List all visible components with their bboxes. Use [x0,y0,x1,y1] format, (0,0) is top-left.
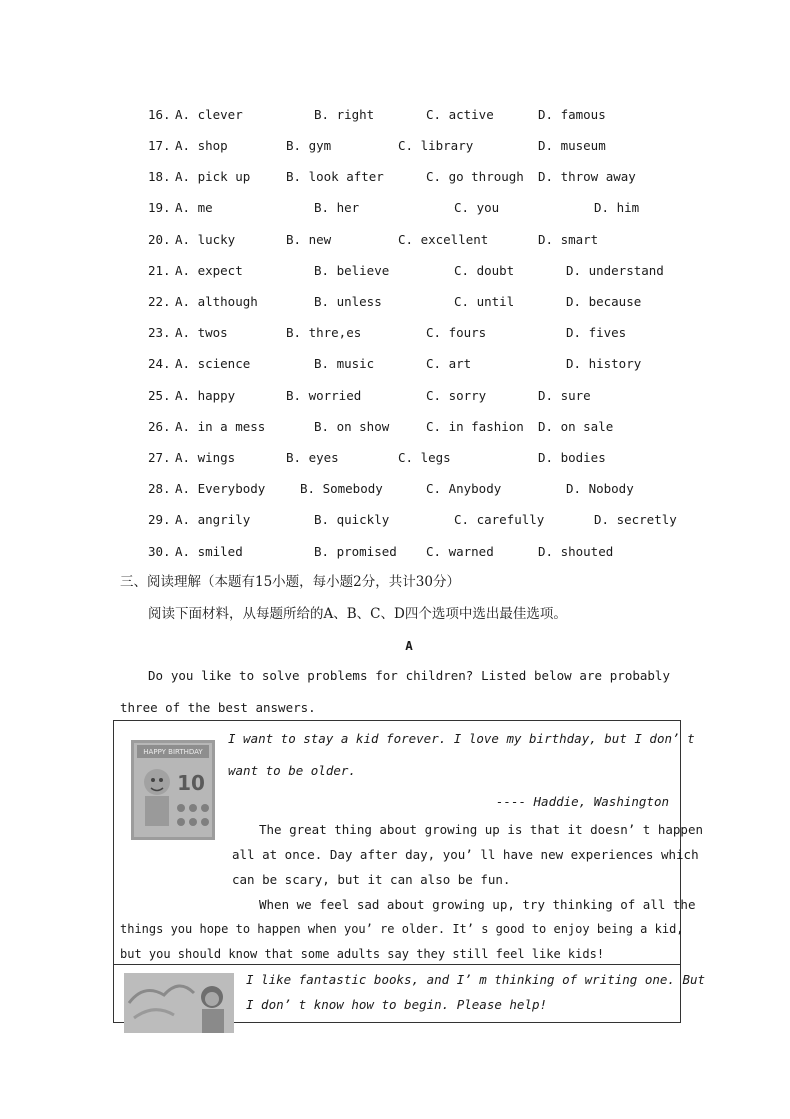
option-b: B. Somebody [300,481,383,496]
intro-line-1: Do you like to solve problems for children? Listed below are probably [148,668,670,683]
passage-label: A [405,638,413,653]
option-c: C. doubt [454,263,515,278]
option-b: B. look after [286,169,384,184]
option-d: D. Nobody [566,481,634,496]
option-a: A. twos [175,325,228,340]
letter2-quote-line-1: I like fantastic books, and I’ m thinking of writing one. But [246,972,706,987]
letter1-signature: ---- Haddie, Washington [495,794,669,809]
option-a: A. wings [175,450,236,465]
option-c: C. library [398,138,474,153]
option-d: D. on sale [538,419,614,434]
birthday-card-number: 10 [177,771,205,795]
option-a: A. shop [175,138,228,153]
option-a: A. lucky [175,232,236,247]
option-d: D. throw away [538,169,636,184]
option-a: A. pick up [175,169,251,184]
option-a: A. smiled [175,544,243,559]
option-c: C. legs [398,450,451,465]
option-d: D. history [566,356,642,371]
section-title: 三、阅读理解（本题有15小题，每小题2分，共计30分） [120,574,460,590]
option-a: A. expect [175,263,243,278]
section-instruction: 阅读下面材料，从每题所给的A、B、C、D四个选项中选出最佳选项。 [148,606,567,622]
letter1-answer-line-6: but you should know that some adults say they still feel like kids! [120,947,605,961]
letter1-answer-line-5: things you hope to happen when you’ re older. It’ s good to enjoy being a kid, [120,922,684,936]
letter1-answer-line-3: can be scary, but it can also be fun. [232,872,511,887]
option-b: B. right [314,107,375,122]
option-a: A. in a mess [175,419,266,434]
question-number: 21. [148,263,171,278]
question-number: 30. [148,544,171,559]
option-d: D. understand [566,263,664,278]
option-c: C. fours [426,325,487,340]
option-d: D. museum [538,138,606,153]
question-number: 22. [148,294,171,309]
option-b: B. her [314,200,360,215]
option-b: B. worried [286,388,362,403]
option-d: D. because [566,294,642,309]
option-a: A. happy [175,388,236,403]
option-d: D. fives [566,325,627,340]
option-d: D. secretly [594,512,677,527]
option-b: B. on show [314,419,390,434]
option-a: A. although [175,294,258,309]
option-d: D. smart [538,232,599,247]
option-b: B. promised [314,544,397,559]
option-d: D. bodies [538,450,606,465]
intro-line-2: three of the best answers. [120,700,316,715]
option-c: C. excellent [398,232,489,247]
option-a: A. me [175,200,213,215]
birthday-card-caption: HAPPY BIRTHDAY [143,748,203,756]
question-number: 27. [148,450,171,465]
question-number: 29. [148,512,171,527]
fantasy-book-image [124,973,234,1033]
option-b: B. quickly [314,512,390,527]
option-b: B. thre,es [286,325,362,340]
option-c: C. go through [426,169,524,184]
question-number: 24. [148,356,171,371]
letter1-answer-line-4: When we feel sad about growing up, try thinking of all the [259,897,696,912]
option-c: C. Anybody [426,481,502,496]
option-c: C. until [454,294,515,309]
question-number: 18. [148,169,171,184]
option-d: D. shouted [538,544,614,559]
option-a: A. angrily [175,512,251,527]
option-b: B. believe [314,263,390,278]
option-b: B. unless [314,294,382,309]
question-number: 19. [148,200,171,215]
option-d: D. famous [538,107,606,122]
option-c: C. warned [426,544,494,559]
option-c: C. you [454,200,500,215]
option-c: C. active [426,107,494,122]
letter2-quote-line-2: I don’ t know how to begin. Please help! [246,997,548,1012]
option-a: A. clever [175,107,243,122]
letter1-quote-line-1: I want to stay a kid forever. I love my birthday, but I don’ t [228,731,695,746]
question-number: 17. [148,138,171,153]
option-a: A. Everybody [175,481,266,496]
question-number: 16. [148,107,171,122]
birthday-card-image [131,740,215,840]
option-c: C. art [426,356,472,371]
question-number: 26. [148,419,171,434]
option-c: C. in fashion [426,419,524,434]
question-number: 20. [148,232,171,247]
option-b: B. gym [286,138,332,153]
letter1-answer-line-2: all at once. Day after day, you’ ll have new experiences which [232,847,699,862]
question-number: 28. [148,481,171,496]
option-d: D. him [594,200,640,215]
option-b: B. music [314,356,375,371]
option-a: A. science [175,356,251,371]
letter1-quote-line-2: want to be older. [228,763,356,778]
letter1-answer-line-1: The great thing about growing up is that it doesn’ t happen [259,822,704,837]
option-b: B. new [286,232,332,247]
question-number: 25. [148,388,171,403]
option-d: D. sure [538,388,591,403]
option-b: B. eyes [286,450,339,465]
option-c: C. carefully [454,512,545,527]
letters-divider [113,964,681,965]
question-number: 23. [148,325,171,340]
option-c: C. sorry [426,388,487,403]
